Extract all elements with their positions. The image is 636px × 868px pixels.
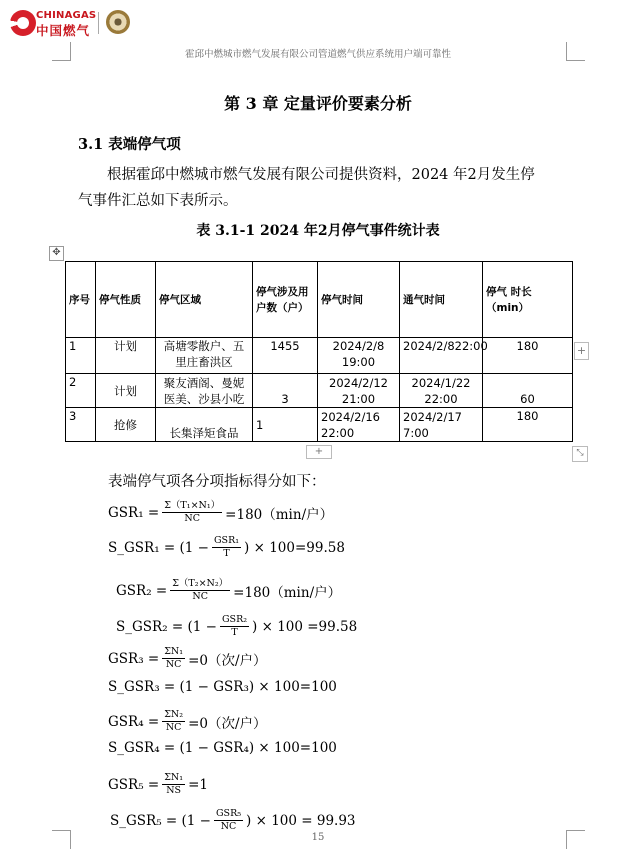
formula-gsr3 — [108, 646, 267, 671]
denominator: NC — [184, 513, 200, 524]
formula-lhs: GSR₁ = — [108, 504, 160, 521]
scores-intro: 表端停气项各分项指标得分如下： — [108, 474, 326, 490]
table-cell: 抢修 — [96, 408, 156, 442]
running-header: 霍邱中燃城市燃气发展有限公司管道燃气供应系统用户端可靠性 — [184, 49, 451, 60]
table-move-handle-icon[interactable]: ✥ — [49, 246, 64, 261]
header-cell: 停气 时长（min） — [483, 262, 573, 338]
formula-lhs: GSR₅ = — [108, 776, 160, 793]
formula-lhs: S_GSR₅ = (1 − — [110, 812, 211, 829]
numerator: GSR₁ — [213, 535, 240, 546]
formula-text: S_GSR₃ = (1 − GSR₃) × 100=100 — [108, 679, 337, 695]
table-cell: 3 — [66, 408, 96, 442]
table-cell: 2024/1/22 22:00 — [400, 374, 483, 408]
table-resize-handle-icon[interactable]: ⤡ — [572, 446, 588, 462]
add-row-button[interactable]: + — [306, 445, 332, 459]
fraction — [170, 578, 230, 603]
header-cell: 通气时间 — [400, 262, 483, 338]
table-cell: 60 — [483, 374, 573, 408]
formula-lhs: S_GSR₁ = (1 − — [108, 539, 209, 556]
formula-rhs: ) × 100 = 99.93 — [246, 812, 356, 829]
header-cell: 停气涉及用户数（户） — [253, 262, 318, 338]
table-cell: 1 — [66, 338, 96, 374]
table-cell: 2024/2/17 7:00 — [400, 408, 483, 442]
formula-rhs: =0（次/户） — [188, 652, 267, 669]
denominator: NC — [165, 659, 182, 670]
numerator: ΣN₁ — [164, 646, 184, 657]
table-cell: 聚友酒阁、曼妮医美、沙县小吃 — [156, 374, 253, 408]
table-cell: 2 — [66, 374, 96, 408]
table-caption: 表 3.1-1 2024 年2月停气事件统计表 — [196, 223, 440, 239]
formula-sgsr2 — [116, 614, 357, 639]
crop-mark — [52, 42, 71, 61]
formula-rhs: =180（min/户） — [225, 506, 334, 523]
formula-sgsr3 — [108, 679, 337, 695]
table-row — [66, 338, 573, 374]
numerator: Σ（T₂×N₂） — [172, 578, 229, 589]
table-cell: 2024/2/8 19:00 — [318, 338, 400, 374]
outage-table — [65, 261, 573, 442]
formula-sgsr1 — [108, 535, 345, 560]
company-emblem-icon — [106, 10, 130, 34]
formula-rhs: =180（min/户） — [233, 584, 342, 601]
table-cell: 1 — [253, 408, 318, 442]
logo-divider — [98, 12, 99, 34]
denominator: NC — [220, 821, 237, 832]
crop-mark — [566, 42, 585, 61]
denominator: T — [223, 548, 230, 559]
fraction — [162, 772, 185, 797]
header-cell: 停气区域 — [156, 262, 253, 338]
table-cell: 180 — [483, 408, 573, 442]
formula-rhs: =0（次/户） — [188, 715, 267, 732]
header-cell: 停气性质 — [96, 262, 156, 338]
table-cell: 长集泽矩食品 — [156, 408, 253, 442]
header-cell: 序号 — [66, 262, 96, 338]
table-cell: 1455 — [253, 338, 318, 374]
formula-lhs: GSR₂ = — [116, 582, 168, 599]
numerator: ΣN₂ — [164, 709, 184, 720]
table-cell: 计划 — [96, 338, 156, 374]
formula-gsr4 — [108, 709, 267, 734]
table-cell: 2024/2/16 22:00 — [318, 408, 400, 442]
fraction — [212, 535, 241, 560]
section-title: 3.1 表端停气项 — [78, 136, 181, 153]
numerator: GSR₅ — [215, 808, 242, 819]
logo-text-cn: 中国燃气 — [36, 23, 91, 38]
formula-lhs: S_GSR₂ = (1 − — [116, 618, 217, 635]
add-column-button[interactable]: + — [574, 342, 589, 360]
table-row — [66, 408, 573, 442]
header-cell: 停气时间 — [318, 262, 400, 338]
formula-lhs: GSR₃ = — [108, 650, 160, 667]
table-header-row — [66, 262, 573, 338]
table-cell: 180 — [483, 338, 573, 374]
fraction — [162, 646, 185, 671]
formula-lhs: GSR₄ = — [108, 713, 160, 730]
denominator: NS — [166, 785, 182, 796]
formula-gsr2 — [116, 578, 341, 603]
chinagas-logo-icon — [10, 10, 36, 36]
table-cell: 高塘零散户、五里庄畜洪区 — [156, 338, 253, 374]
fraction — [214, 808, 243, 833]
denominator: T — [231, 627, 238, 638]
formula-gsr1 — [108, 500, 333, 525]
table-cell: 3 — [253, 374, 318, 408]
fraction — [220, 614, 249, 639]
formula-sgsr4 — [108, 740, 337, 756]
fraction — [162, 709, 185, 734]
numerator: GSR₂ — [221, 614, 248, 625]
chapter-title: 第 3 章 定量评价要素分析 — [224, 94, 412, 113]
formula-rhs: ) × 100=99.58 — [244, 539, 345, 556]
denominator: NC — [165, 722, 182, 733]
denominator: NC — [192, 591, 208, 602]
formula-sgsr5 — [110, 808, 356, 833]
logo-text-en: CHINAGAS — [36, 10, 97, 21]
table-row — [66, 374, 573, 408]
numerator: ΣN₁ — [164, 772, 184, 783]
numerator: Σ（T₁×N₁） — [164, 500, 221, 511]
formula-rhs: =1 — [188, 776, 208, 793]
formula-text: S_GSR₄ = (1 − GSR₄) × 100=100 — [108, 740, 337, 756]
intro-paragraph: 根据霍邱中燃城市燃气发展有限公司提供资料，2024 年2月发生停气事件汇总如下表所示。 — [78, 167, 535, 209]
table-cell: 2024/2/822:00 — [400, 338, 483, 374]
table-cell: 2024/2/12 21:00 — [318, 374, 400, 408]
fraction — [162, 500, 222, 525]
formula-rhs: ) × 100 =99.58 — [252, 618, 358, 635]
table-cell: 计划 — [96, 374, 156, 408]
page-number: 15 — [311, 832, 325, 843]
formula-gsr5 — [108, 772, 208, 797]
